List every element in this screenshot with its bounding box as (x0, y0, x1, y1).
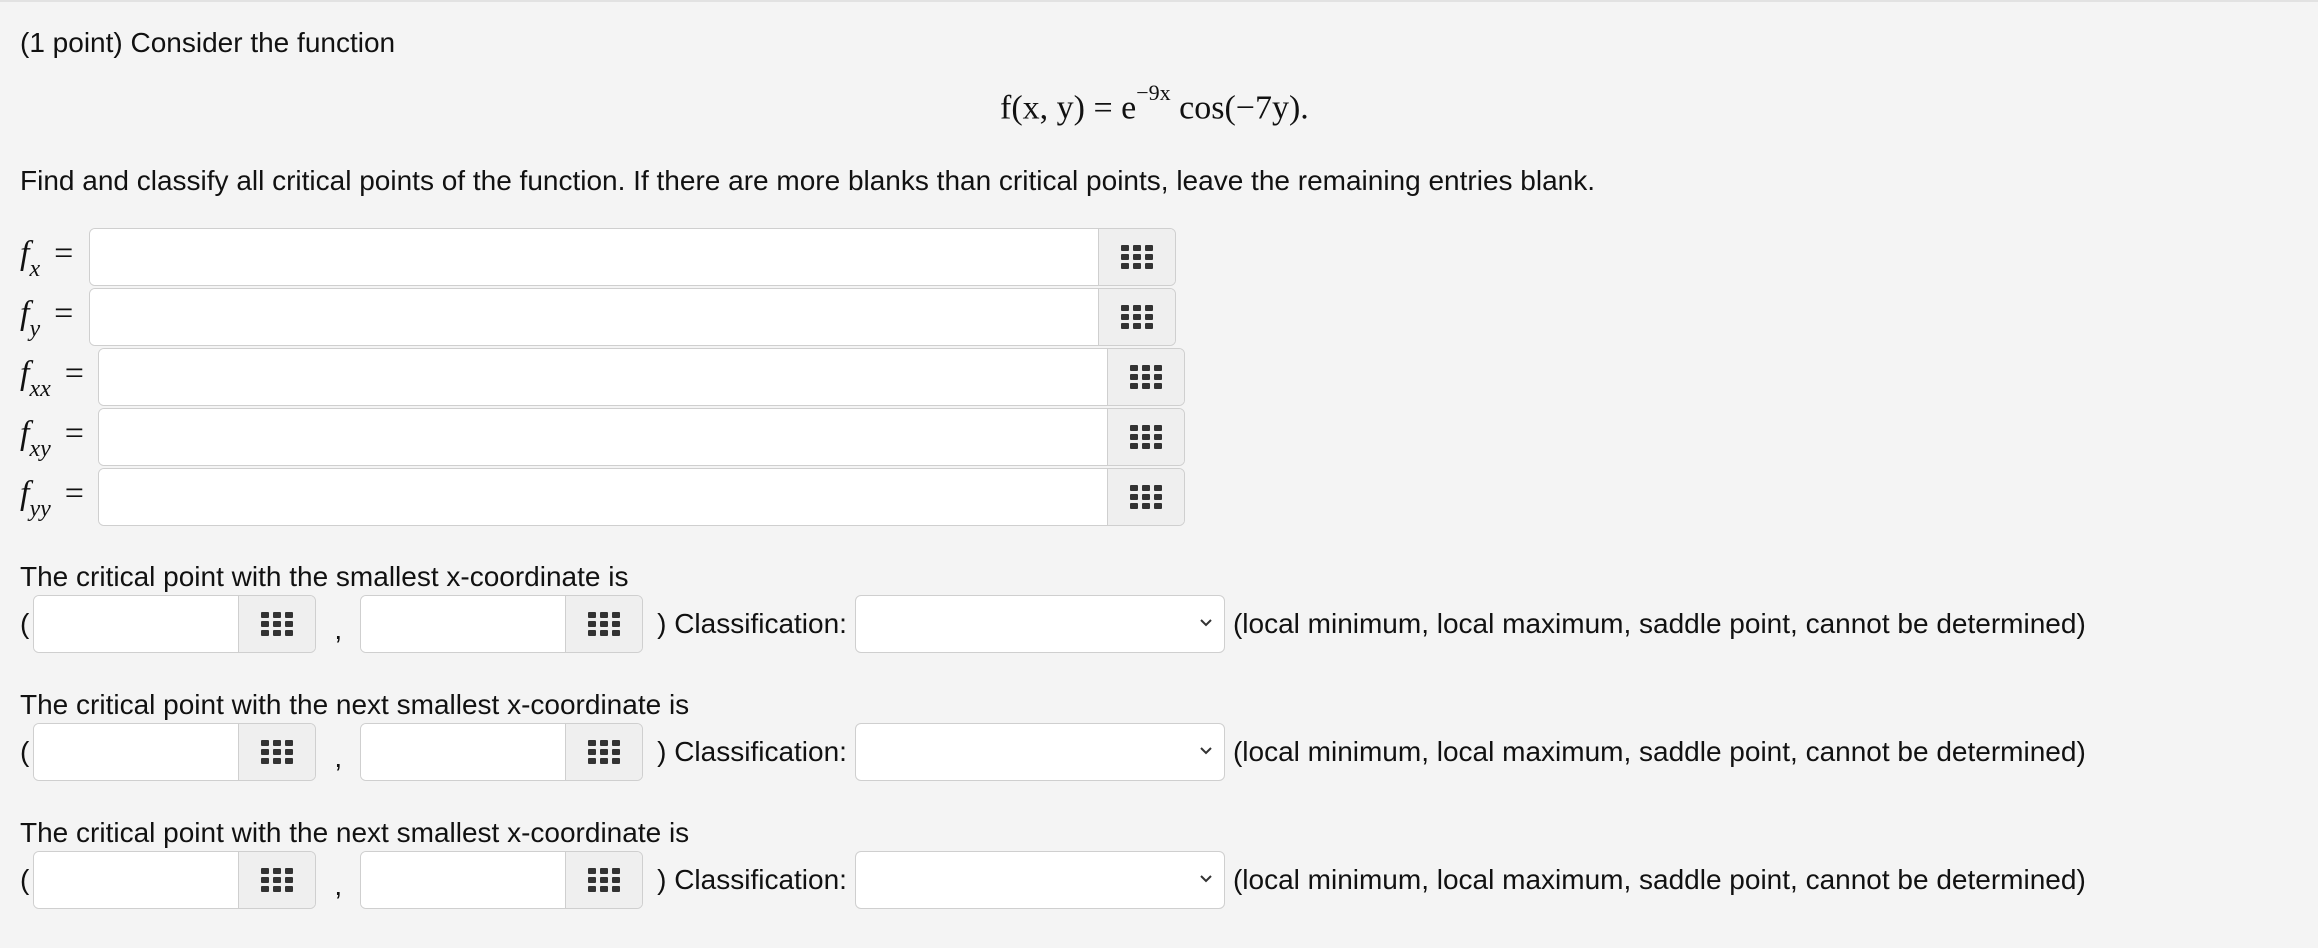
critical-point-3-prompt: The critical point with the next smallest x-coordinate is (20, 817, 690, 848)
fyy-math-keyboard-button[interactable] (1107, 469, 1184, 525)
cp1-classification-select[interactable] (855, 595, 1225, 653)
fxy-input[interactable] (99, 409, 1107, 465)
cp2-y-field (360, 723, 643, 781)
fy-math-keyboard-button[interactable] (1098, 289, 1175, 345)
classification-label: ) Classification: (657, 608, 847, 639)
keyboard-grid-icon (588, 740, 620, 764)
critical-point-3-row (20, 851, 2086, 909)
cp1-y-input[interactable] (361, 596, 565, 652)
derivative-row-fxy (20, 408, 1185, 466)
open-paren: ( (20, 736, 30, 767)
fxx-math-keyboard-button[interactable] (1107, 349, 1184, 405)
fyy-input[interactable] (99, 469, 1107, 525)
fxy-field (98, 408, 1185, 466)
derivative-label: $f_{yy}$ = (20, 475, 84, 522)
keyboard-grid-icon (1121, 305, 1153, 329)
derivative-row-fxx (20, 348, 1185, 406)
cp2-y-input[interactable] (361, 724, 565, 780)
derivative-label: $f_x$ = (20, 235, 74, 282)
classification-options-hint: (local minimum, local maximum, saddle point, cannot be determined) (1232, 864, 2086, 895)
keyboard-grid-icon (1130, 425, 1162, 449)
formula-lhs: f(x, y) = e (1000, 89, 1137, 127)
open-paren: ( (20, 864, 30, 895)
classification-options-hint: (local minimum, local maximum, saddle point, cannot be determined) (1232, 736, 2086, 767)
keyboard-grid-icon (261, 612, 293, 636)
keyboard-grid-icon (261, 740, 293, 764)
cp2-classification-select[interactable] (855, 723, 1225, 781)
formula-rhs: cos(−7y). (1170, 89, 1309, 127)
cp2-x-input[interactable] (34, 724, 238, 780)
critical-point-2-row (20, 723, 2086, 781)
fx-input[interactable] (90, 229, 1098, 285)
fy-input[interactable] (90, 289, 1098, 345)
chevron-down-icon (1198, 871, 1214, 887)
fxx-input[interactable] (99, 349, 1107, 405)
derivative-label: $f_{xy}$ = (20, 415, 84, 462)
cp2-x-math-keyboard-button[interactable] (238, 724, 315, 780)
critical-point-2-prompt: The critical point with the next smallest x-coordinate is (20, 689, 690, 720)
fy-field (89, 288, 1176, 346)
critical-point-1-row (20, 595, 2086, 653)
cp3-x-math-keyboard-button[interactable] (238, 852, 315, 908)
derivative-row-fy (20, 288, 1176, 346)
function-formula (1000, 80, 1309, 127)
cp2-x-field (33, 723, 316, 781)
cp1-x-math-keyboard-button[interactable] (238, 596, 315, 652)
derivative-row-fyy (20, 468, 1185, 526)
problem-instruction: Find and classify all critical points of the function. If there are more blanks than critical points, leave the remaining entries blank. (20, 165, 1596, 196)
keyboard-grid-icon (1130, 365, 1162, 389)
cp3-y-field (360, 851, 643, 909)
cp3-classification-select[interactable] (855, 851, 1225, 909)
cp1-y-math-keyboard-button[interactable] (565, 596, 642, 652)
formula-exponent: −9x (1136, 80, 1171, 105)
cp3-x-field (33, 851, 316, 909)
keyboard-grid-icon (1121, 245, 1153, 269)
cp2-y-math-keyboard-button[interactable] (565, 724, 642, 780)
classification-options-hint: (local minimum, local maximum, saddle point, cannot be determined) (1232, 608, 2086, 639)
comma: , (334, 614, 343, 645)
comma: , (334, 742, 343, 773)
keyboard-grid-icon (588, 612, 620, 636)
classification-label: ) Classification: (657, 736, 847, 767)
keyboard-grid-icon (261, 868, 293, 892)
cp1-y-field (360, 595, 643, 653)
keyboard-grid-icon (588, 868, 620, 892)
cp1-x-input[interactable] (34, 596, 238, 652)
fxx-field (98, 348, 1185, 406)
fxy-math-keyboard-button[interactable] (1107, 409, 1184, 465)
classification-label: ) Classification: (657, 864, 847, 895)
critical-point-1-prompt: The critical point with the smallest x-coordinate is (20, 561, 629, 592)
derivative-label: $f_{xx}$ = (20, 355, 84, 402)
open-paren: ( (20, 608, 30, 639)
problem-intro: (1 point) Consider the function (20, 27, 396, 58)
cp1-x-field (33, 595, 316, 653)
cp3-x-input[interactable] (34, 852, 238, 908)
cp3-y-math-keyboard-button[interactable] (565, 852, 642, 908)
fx-field (89, 228, 1176, 286)
cp3-y-input[interactable] (361, 852, 565, 908)
derivative-row-fx (20, 228, 1176, 286)
chevron-down-icon (1198, 615, 1214, 631)
keyboard-grid-icon (1130, 485, 1162, 509)
fx-math-keyboard-button[interactable] (1098, 229, 1175, 285)
derivative-label: $f_y$ = (20, 295, 74, 342)
comma: , (334, 870, 343, 901)
chevron-down-icon (1198, 743, 1214, 759)
fyy-field (98, 468, 1185, 526)
